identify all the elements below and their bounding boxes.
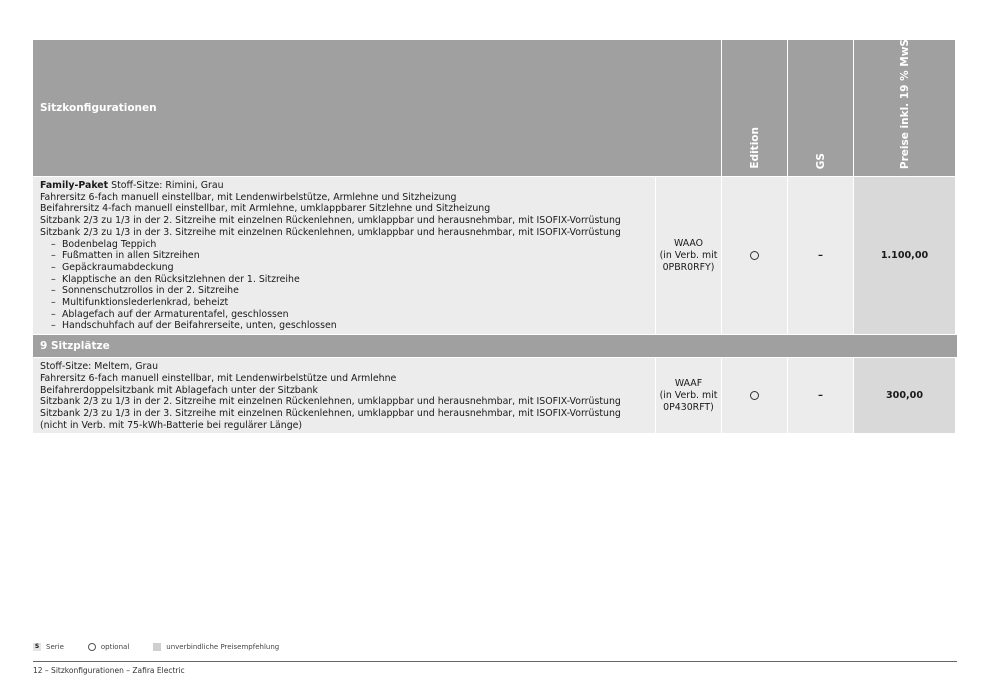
legend-optional: optional <box>100 643 130 651</box>
bullet-text: Sonnenschutzrollos in der 2. Sitzreihe <box>62 285 239 297</box>
footer-page-label: 12 – Sitzkonfigurationen – Zafira Electric <box>33 666 185 675</box>
option-code <box>656 358 722 433</box>
bullet-dash: – <box>51 308 56 320</box>
desc-line: Sitzbank 2/3 zu 1/3 in der 2. Sitzreihe mit einzelnen Rückenlehnen, umklappbar und herausnehmbar, mit ISOFIX-Vorrüstung <box>40 215 621 227</box>
table-row-9-sitzplaetze <box>33 358 957 433</box>
bullet-item <box>40 309 649 321</box>
legend <box>33 643 279 651</box>
header-gs <box>788 40 854 176</box>
table-title: Sitzkonfigurationen <box>33 40 722 176</box>
edition-availability <box>722 358 788 433</box>
bullet-item <box>40 297 649 309</box>
row-description <box>33 177 656 334</box>
desc-line: Stoff-Sitze: Meltem, Grau <box>40 361 159 373</box>
bullet-dash: – <box>51 297 56 309</box>
serie-icon: S <box>34 643 40 650</box>
bullet-item <box>40 239 649 251</box>
desc-line: Fahrersitz 6-fach manuell einstellbar, mit Lendenwirbelstütze, Armlehne und Sitzheizung <box>40 191 457 203</box>
row-title-rest: Stoff-Sitze: Rimini, Grau <box>108 180 224 191</box>
bullet-text: Handschuhfach auf der Beifahrerseite, unten, geschlossen <box>62 320 337 332</box>
price-cell: 300,00 <box>854 358 955 433</box>
optional-circle-icon <box>750 391 759 400</box>
desc-line: Sitzbank 2/3 zu 1/3 in der 3. Sitzreihe mit einzelnen Rückenlehnen, umklappbar und herausnehmbar, mit ISOFIX-Vorrüstung <box>40 407 621 419</box>
gs-availability: – <box>788 358 854 433</box>
table-header <box>33 29 957 176</box>
optional-circle-icon <box>88 643 96 651</box>
table-row-family-paket <box>33 177 957 334</box>
row-title <box>40 180 649 192</box>
bullet-text: Ablagefach auf der Armaturentafel, geschlossen <box>62 308 289 320</box>
option-code <box>656 177 722 334</box>
optional-circle-icon <box>750 251 759 260</box>
header-gs-label: GS <box>814 152 827 169</box>
bullet-text: Gepäckraumabdeckung <box>62 261 174 273</box>
row-description <box>33 358 656 433</box>
desc-line: Sitzbank 2/3 zu 1/3 in der 2. Sitzreihe mit einzelnen Rückenlehnen, umklappbar und herausnehmbar, mit ISOFIX-Vorrüstung <box>40 396 621 408</box>
bullet-text: Bodenbelag Teppich <box>62 238 157 250</box>
desc-line: Sitzbank 2/3 zu 1/3 in der 3. Sitzreihe mit einzelnen Rückenlehnen, umklappbar und herausnehmbar, mit ISOFIX-Vorrüstung <box>40 226 621 238</box>
section-title-9-sitzplaetze: 9 Sitzplätze <box>33 335 957 357</box>
header-price <box>854 29 955 176</box>
header-edition <box>722 40 788 176</box>
option-code-line: (in Verb. mit <box>659 389 718 401</box>
seat-config-table <box>33 29 957 433</box>
bullet-text: Multifunktionslederlenkrad, beheizt <box>62 297 229 309</box>
bullet-dash: – <box>51 238 56 250</box>
bullet-text: Klapptische an den Rücksitzlehnen der 1. Sitzreihe <box>62 273 300 285</box>
desc-line: Fahrersitz 6-fach manuell einstellbar, mit Lendenwirbelstütze und Armlehne <box>40 372 397 384</box>
bullet-item <box>40 250 649 262</box>
desc-line: (nicht in Verb. mit 75-kWh-Batterie bei regulärer Länge) <box>40 419 303 431</box>
bullet-dash: – <box>51 273 56 285</box>
row-title-bold: Family-Paket <box>40 180 109 191</box>
option-code-line: (in Verb. mit <box>659 249 718 261</box>
bullet-dash: – <box>51 285 56 297</box>
bullet-item <box>40 274 649 286</box>
option-code-line: 0P430RFT) <box>663 401 714 413</box>
bullet-dash: – <box>51 250 56 262</box>
legend-serie: Serie <box>46 643 64 651</box>
price-cell: 1.100,00 <box>854 177 955 334</box>
footer-divider <box>33 661 957 662</box>
gs-availability: – <box>788 177 854 334</box>
legend-price-note: unverbindliche Preisempfehlung <box>166 643 280 651</box>
bullet-item <box>40 262 649 274</box>
bullet-item <box>40 320 649 332</box>
edition-availability <box>722 177 788 334</box>
bullet-dash: – <box>51 261 56 273</box>
desc-line: Beifahrerdoppelsitzbank mit Ablagefach unter der Sitzbank <box>40 384 318 396</box>
header-edition-label: Edition <box>748 127 761 169</box>
desc-line: Beifahrersitz 4-fach manuell einstellbar, mit Armlehne, umklappbarer Sitzlehne und Sitzheizung <box>40 203 491 215</box>
header-price-label: Preise inkl. 19 % MwSt. <box>898 29 911 169</box>
bullet-text: Fußmatten in allen Sitzreihen <box>62 250 200 262</box>
bullet-dash: – <box>51 320 56 332</box>
price-box-icon <box>153 643 161 651</box>
option-code-line: WAAF <box>674 377 703 389</box>
option-code-line: 0PBR0RFY) <box>662 261 715 273</box>
bullet-item <box>40 285 649 297</box>
option-code-line: WAAO <box>673 237 704 249</box>
